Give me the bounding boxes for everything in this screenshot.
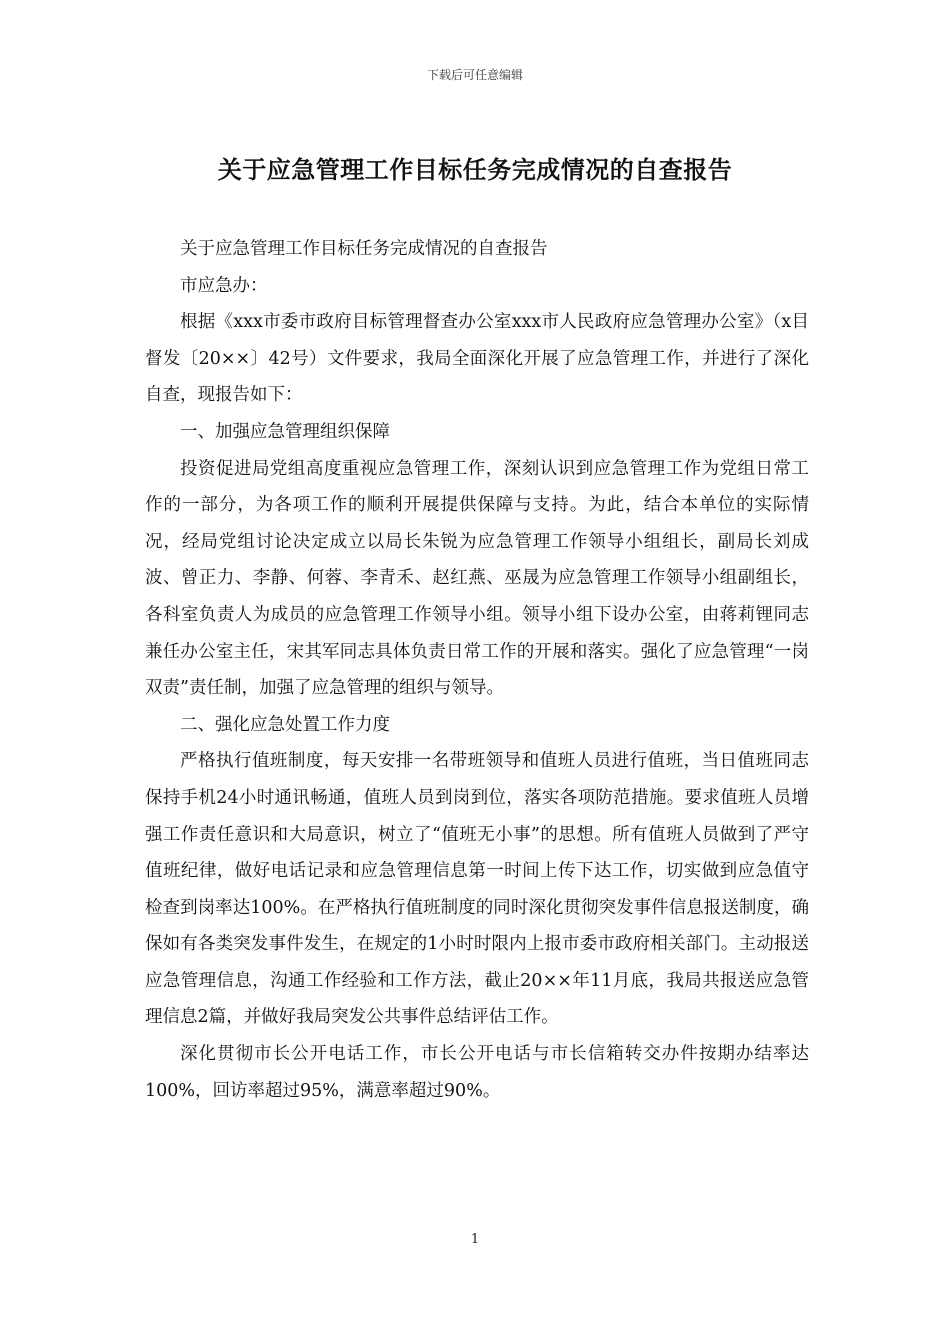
intro-paragraph: 根据《xxx市委市政府目标管理督查办公室xxx市人民政府应急管理办公室》（x目督发〔20××〕42号）文件要求，我局全面深化开展了应急管理工作，并进行了深化自查，现报告如下： bbox=[145, 312, 809, 406]
section-heading-1: 一、加强应急管理组织保障 bbox=[180, 421, 390, 442]
section-heading-2: 二、强化应急处置工作力度 bbox=[180, 714, 390, 735]
subtitle-paragraph: 关于应急管理工作目标任务完成情况的自查报告 bbox=[180, 239, 548, 259]
section-2-paragraph-2: 深化贯彻市长公开电话工作，市长公开电话与市长信箱转交办件按期办结率达100%，回访率超过95%，满意率超过90%。 bbox=[145, 1044, 809, 1101]
document-title: 关于应急管理工作目标任务完成情况的自查报告 bbox=[217, 155, 733, 184]
section-1-paragraph: 投资促进局党组高度重视应急管理工作，深刻认识到应急管理工作为党组日常工作的一部分，为各项工作的顺利开展提供保障与支持。为此，结合本单位的实际情况，经局党组讨论决定成立以局长朱锐为应急管理工作领导小组组长，副局长刘成波、曾正力、李静、何蓉、李青禾、赵红燕、巫晟为应急管理工作领导小组副组长，各科室负责人为成员的应急管理工作领导小组。领导小组下设办公室，由蒋莉锂同志兼任办公室主任，宋其军同志具体负责日常工作的开展和落实。强化了应急管理“一岗双责”责任制，加强了应急管理的组织与领导。 bbox=[145, 458, 809, 699]
document-body bbox=[145, 231, 809, 1109]
section-2-paragraph-1: 严格执行值班制度，每天安排一名带班领导和值班人员进行值班，当日值班同志保持手机24小时通讯畅通，值班人员到岗到位，落实各项防范措施。要求值班人员增强工作责任意识和大局意识，树立了“值班无小事”的思想。所有值班人员做到了严守值班纪律，做好电话记录和应急管理信息第一时间上传下达工作，切实做到应急值守检查到岗率达100%。在严格执行值班制度的同时深化贯彻突发事件信息报送制度，确保如有各类突发事件发生，在规定的1小时时限内上报市委市政府相关部门。主动报送应急管理信息，沟通工作经验和工作方法，截止20××年11月底，我局共报送应急管理信息2篇，并做好我局突发公共事件总结评估工作。 bbox=[145, 751, 809, 1028]
page-header-note: 下载后可任意编辑 bbox=[426, 68, 523, 82]
recipient-paragraph: 市应急办： bbox=[180, 275, 268, 296]
page-number: 1 bbox=[470, 1232, 480, 1247]
